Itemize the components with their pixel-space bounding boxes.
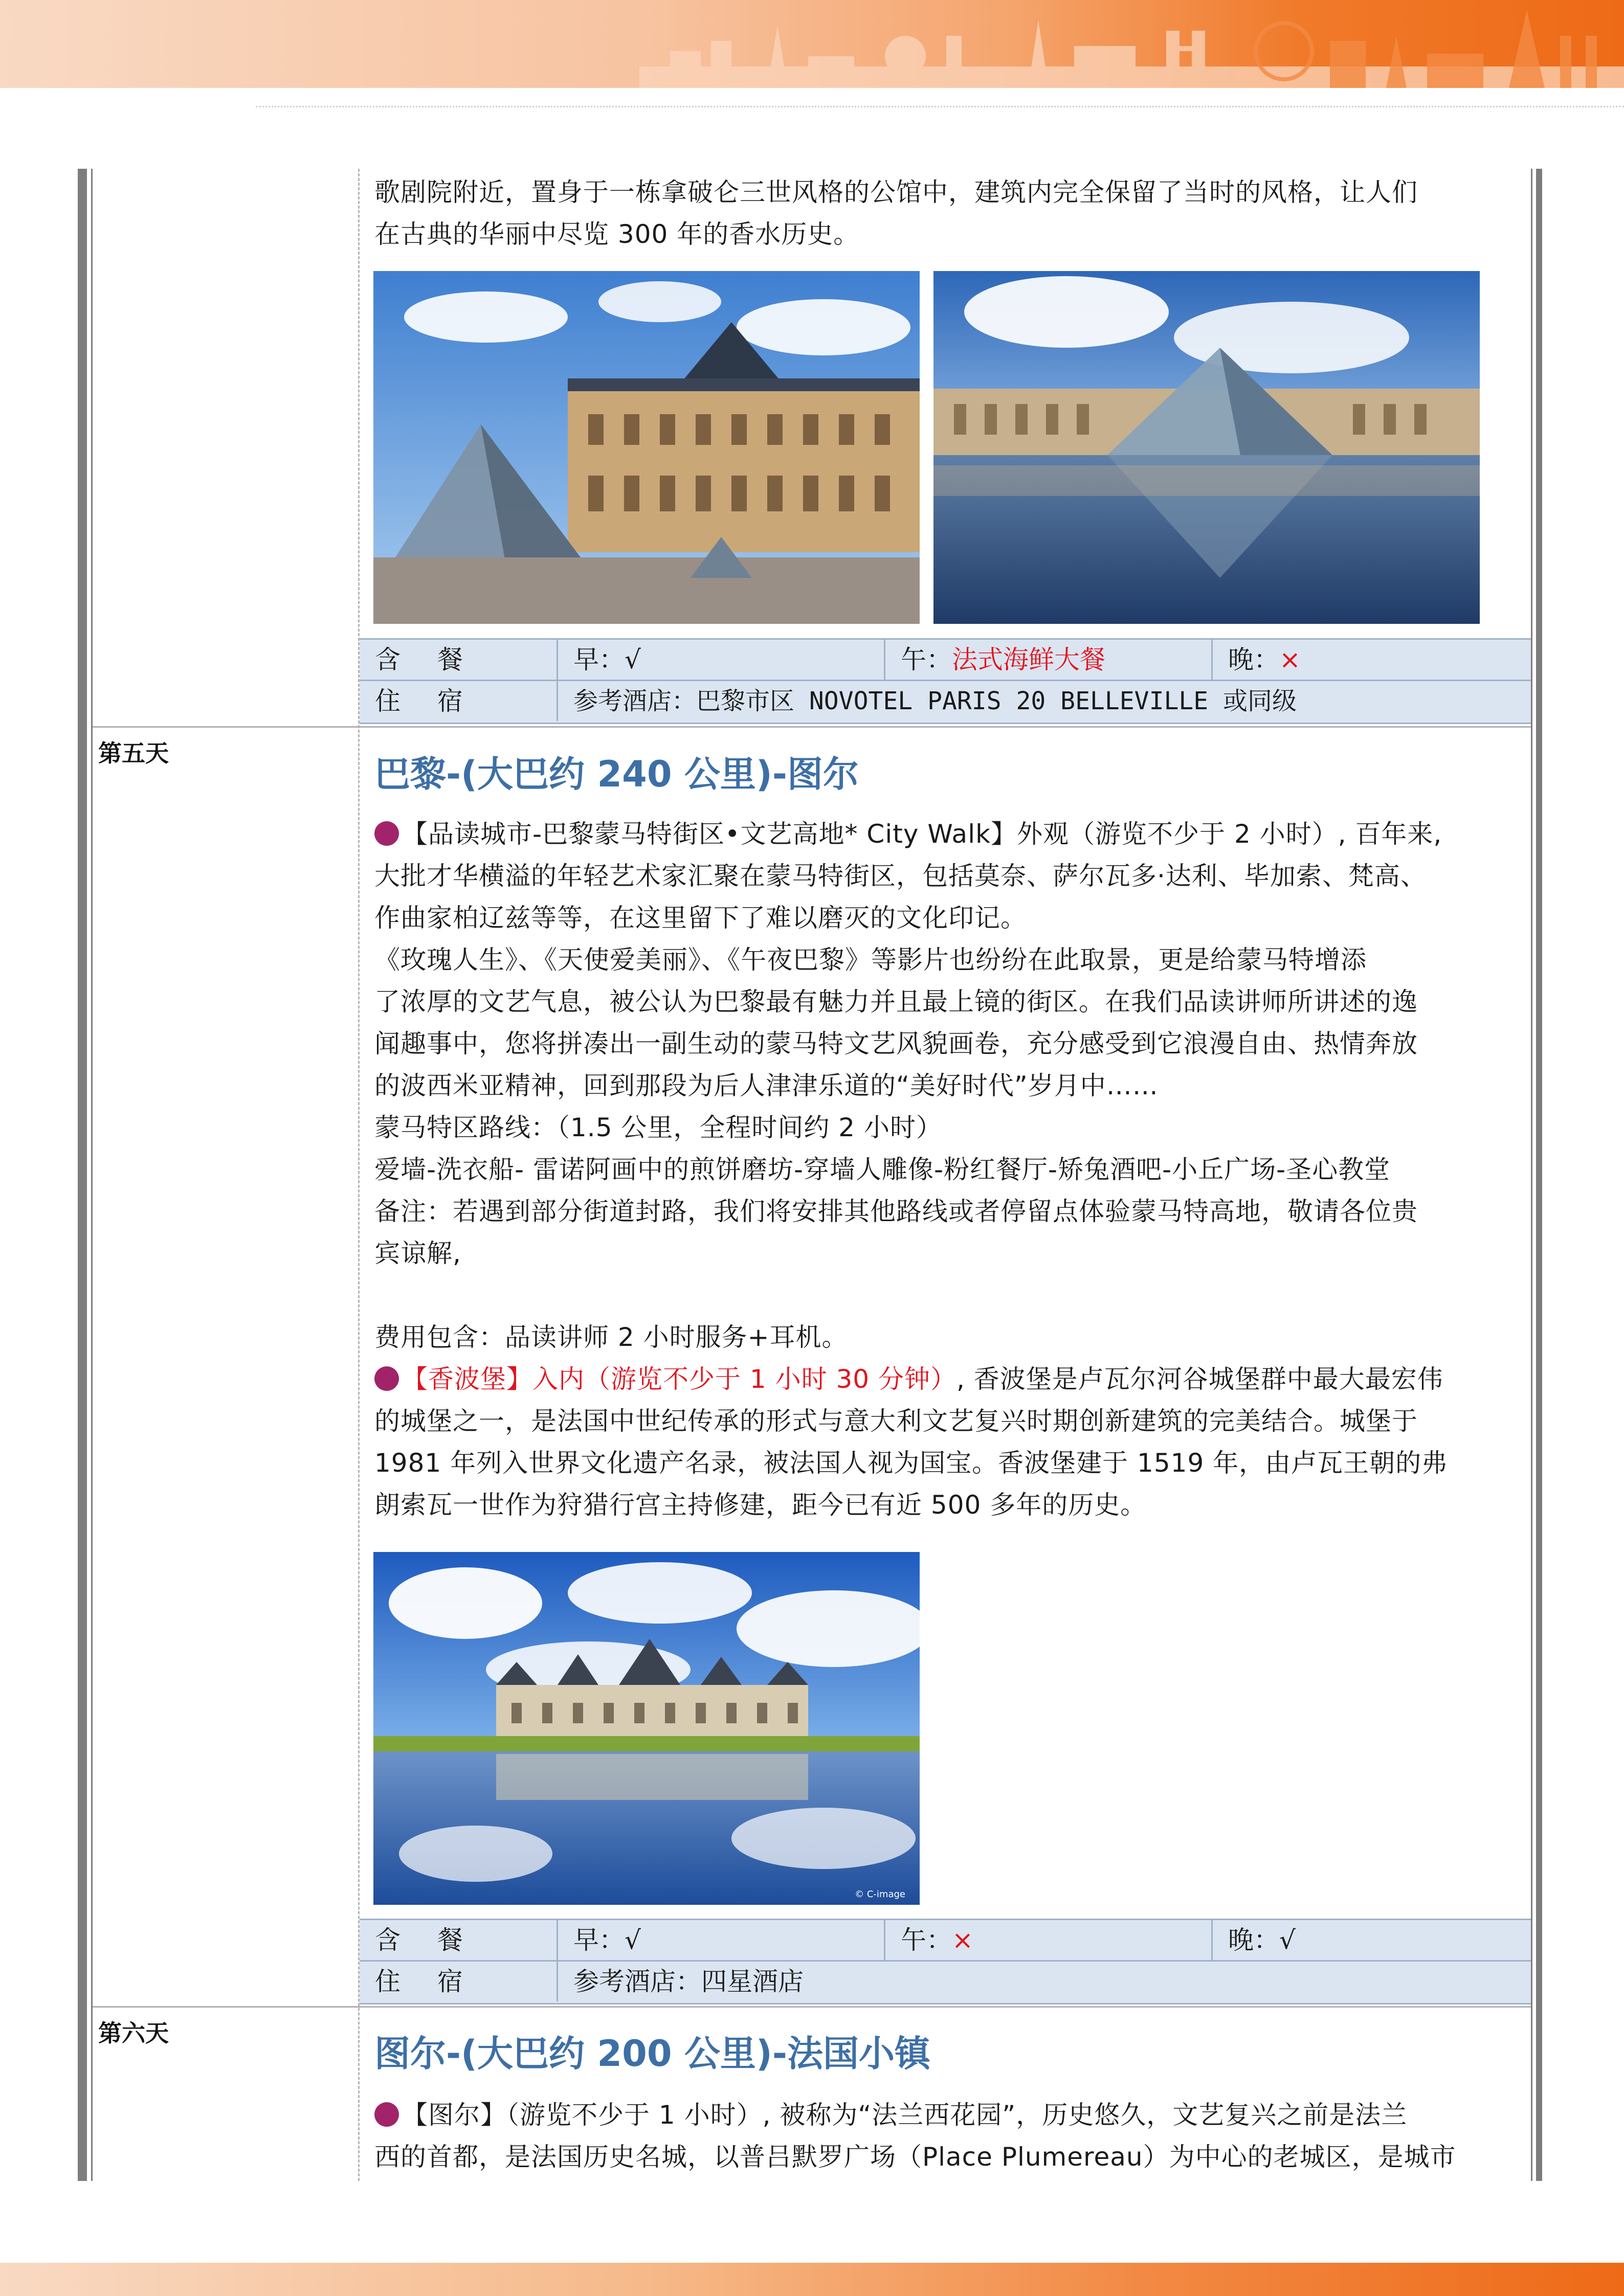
bullet-icon xyxy=(374,1366,399,1391)
footer-banner xyxy=(0,2263,1624,2296)
row-divider xyxy=(93,2006,1531,2008)
table-border-right-inner xyxy=(1531,169,1532,2181)
chambord-photo xyxy=(373,1552,920,1905)
day6-title: 图尔-(大巴约 200 公里)-法国小镇 xyxy=(374,2033,930,2075)
meals-label: 含 餐 xyxy=(375,645,477,674)
bullet-icon xyxy=(374,2102,399,2127)
day4-intro-text: 歌剧院附近，置身于一栋拿破仑三世风格的公馆中，建筑内完全保留了当时的风格，让人们 在古典的华丽中尽览 300 年的香水历史。 xyxy=(374,177,1418,249)
hotel-label: 住 宿 xyxy=(375,686,477,716)
louvre-photo-2 xyxy=(933,271,1480,624)
breakfast-cell: 早：√ xyxy=(557,1920,884,1960)
day5-title: 巴黎-(大巴约 240 公里)-图尔 xyxy=(374,753,859,795)
louvre-photo-1 xyxy=(373,271,920,624)
day6-tours-text: 【图尔】（游览不少于 1 小时）, 被称为“法兰西花园”，历史悠久，文艺复兴之前是法兰 西的首都，是法国历史名城，以普吕默罗广场（Place Plumereau）为中心的老城区，是城市 xyxy=(374,2100,1456,2172)
day4-hotel-row xyxy=(360,681,1531,724)
day5-montmartre-text: 【品读城市-巴黎蒙马特街区•文艺高地* City Walk】外观（游览不少于 2 小时）, 百年来, 大批才华横溢的年轻艺术家汇聚在蒙马特街区，包括莫奈、萨尔瓦多·达利、毕加索、梵高、 作曲家柏辽兹等等，在这里留下了难以磨灭的文化印记。 《玫瑰人生》、《天使爱美丽》、《午夜巴黎》等影片也纷纷在此取景，更是给蒙马特增添 了浓厚的文艺气息，被公认为巴黎最有魅力并且最上镜的街区。在我们品读讲师所讲述的逸 闻趣事中，您将拼凑出一副生动的蒙马特文艺风貌画卷，充分感受到它浪漫自由、热情奔放 的波西米亚精神，回到那段为后人津津乐道的“美好时代”岁月中…… 蒙马特区路线：（1.5 公里，全程时间约 2 小时） 爱墙-洗衣船- 雷诺阿画中的煎饼磨坊-穿墙人雕像-粉红餐厅-矫兔酒吧-小丘广场-圣心教堂 备注：若遇到部分街道封路，我们将安排其他路线或者停留点体验蒙马特高地，敬请各位贵 宾谅解, 费用包含：品读讲师 2 小时服务+耳机。 【香波堡】入内（游览不少于 1 小时 30 分钟）, 香波堡是卢瓦尔河谷城堡群中最大最宏伟 的城堡之一，是法国中世纪传承的形式与意大利文艺复兴时期创新建筑的完美结合。城堡于 1981 年列入世界文化遗产名录，被法国人视为国宝。香波堡建于 1519 年，由卢瓦王朝的弗 朗索瓦一世作为狩猎行宫主持修建，距今已有近 500 多年的历史。 xyxy=(374,819,1448,1520)
hotel-value: 参考酒店：巴黎市区 NOVOTEL PARIS 20 BELLEVILLE 或同级 xyxy=(557,681,1531,721)
table-border-left-inner xyxy=(91,169,93,2181)
row-divider xyxy=(93,726,1531,728)
day5-hotel-row xyxy=(360,1962,1531,2005)
table-border-left xyxy=(78,169,87,2181)
city-skyline-icon xyxy=(639,5,1624,88)
breakfast-cell: 早：√ xyxy=(557,640,884,680)
dinner-cell: 晚：√ xyxy=(1211,1920,1531,1960)
hotel-label: 住 宿 xyxy=(375,1967,477,1996)
header-banner xyxy=(0,0,1624,88)
hotel-value: 参考酒店：四星酒店 xyxy=(557,1962,1531,2001)
meals-label: 含 餐 xyxy=(375,1925,477,1955)
day6-label: 第六天 xyxy=(98,2019,169,2047)
lunch-cell: 午：法式海鲜大餐 xyxy=(884,640,1211,680)
dinner-cell: 晚：× xyxy=(1211,640,1531,680)
header-dotted-rule xyxy=(256,106,1624,107)
lunch-cell: 午：× xyxy=(884,1920,1211,1960)
table-border-right xyxy=(1536,169,1542,2181)
photo-watermark: © C-image xyxy=(855,1889,905,1900)
day5-label: 第五天 xyxy=(98,739,169,767)
day5-meals-row xyxy=(360,1919,1531,1962)
day4-meals-row xyxy=(360,638,1531,681)
table-column-divider xyxy=(358,169,360,2181)
bullet-icon xyxy=(374,821,399,846)
